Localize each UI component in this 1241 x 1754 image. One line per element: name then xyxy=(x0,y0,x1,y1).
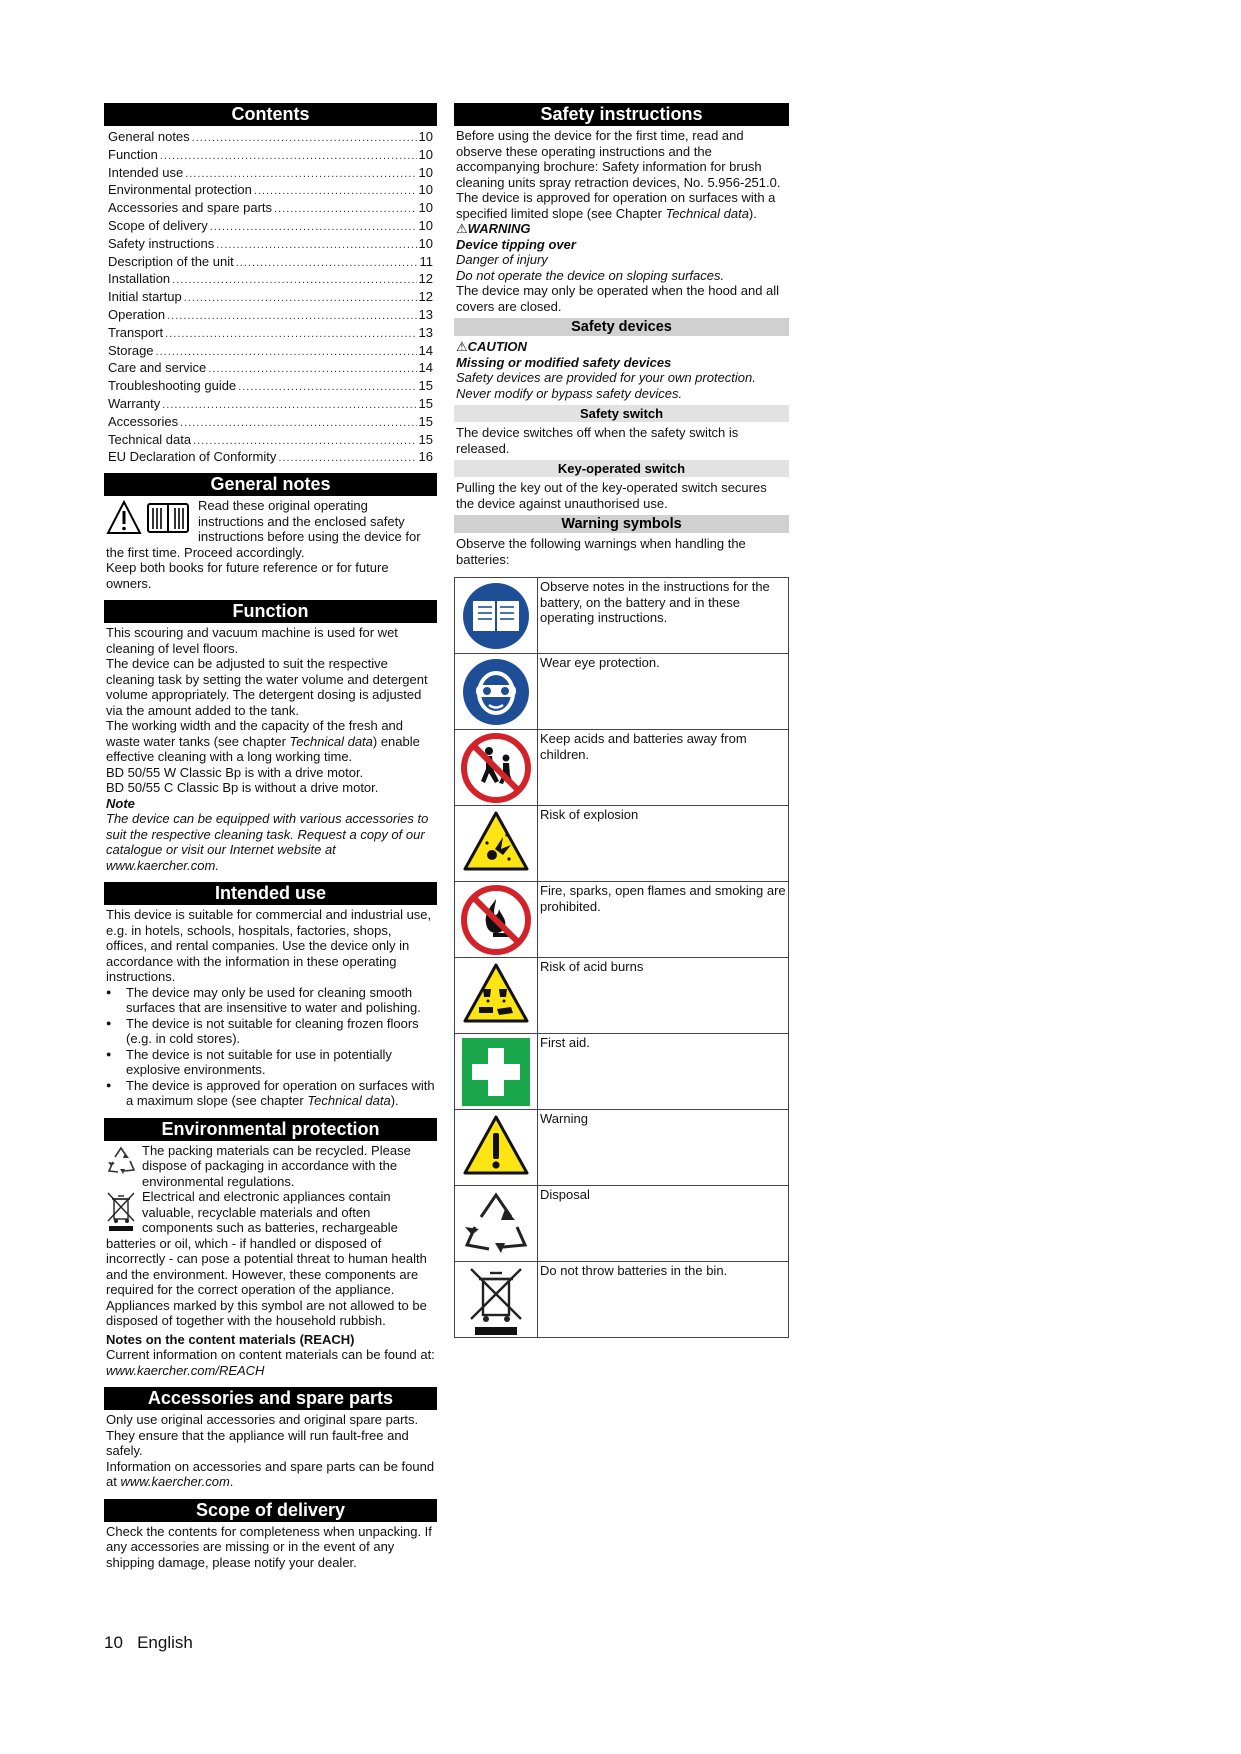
symbol-description: Warning xyxy=(538,1110,789,1186)
table-row xyxy=(455,654,789,730)
toc-page-number: 10 xyxy=(418,200,433,216)
intended-use-section xyxy=(104,882,437,1109)
table-row xyxy=(455,1186,789,1262)
crossed-bin-icon xyxy=(455,1263,537,1337)
toc-entry[interactable] xyxy=(104,288,437,306)
toc-leader-dots xyxy=(165,326,416,344)
symbol-cell xyxy=(455,882,538,958)
table-row xyxy=(455,1110,789,1186)
warning-symbols-table xyxy=(454,577,789,1338)
warning-symbols-heading: Warning symbols xyxy=(454,515,789,533)
warning-text: Do not operate the device on sloping surfaces. xyxy=(456,267,725,283)
toc-entry[interactable] xyxy=(104,199,437,217)
symbol-cell xyxy=(455,654,538,730)
toc-page-number: 13 xyxy=(418,324,433,340)
symbol-cell xyxy=(455,1186,538,1262)
scope-heading: Scope of delivery xyxy=(104,1499,437,1522)
symbol-description: Do not throw batteries in the bin. xyxy=(538,1262,789,1338)
toc-entry[interactable] xyxy=(104,413,437,431)
toc-page-number: 10 xyxy=(418,217,433,233)
toc-label: Scope of delivery xyxy=(108,217,208,233)
toc-page-number: 15 xyxy=(418,431,433,447)
function-paragraph-2: The device can be adjusted to suit the respective cleaning task by setting the water volume and detergent volume appropriately. The detergent dosing is adjusted via the amount added to the tank. xyxy=(106,656,428,718)
caution-title: Missing or modified safety devices xyxy=(456,354,672,370)
toc-leader-dots xyxy=(162,397,416,415)
first-aid-icon xyxy=(455,1035,537,1109)
warning-label: ⚠WARNING xyxy=(456,221,531,236)
warning-symbols-intro: Observe the following warnings when handling the batteries: xyxy=(456,536,746,567)
toc-entry[interactable] xyxy=(104,270,437,288)
toc-label: Warranty xyxy=(108,395,161,411)
environment-heading: Environmental protection xyxy=(104,1118,437,1141)
toc-leader-dots xyxy=(167,308,416,326)
environment-section xyxy=(104,1118,437,1379)
toc-label: Care and service xyxy=(108,360,207,376)
table-row xyxy=(455,1262,789,1338)
toc-leader-dots xyxy=(238,379,416,397)
toc-entry[interactable] xyxy=(104,253,437,271)
caution-label: ⚠CAUTION xyxy=(456,339,527,354)
toc-leader-dots xyxy=(160,148,417,166)
toc-entry[interactable] xyxy=(104,324,437,342)
symbol-cell xyxy=(455,1262,538,1338)
toc-label: Description of the unit xyxy=(108,253,234,269)
toc-page-number: 13 xyxy=(418,306,433,322)
table-row xyxy=(455,958,789,1034)
explosion-risk-icon xyxy=(455,807,537,881)
caution-text-1: Safety devices are provided for your own protection. xyxy=(456,370,756,385)
reach-link[interactable]: www.kaercher.com/REACH xyxy=(106,1362,265,1378)
warning-title: Device tipping over xyxy=(456,236,576,252)
toc-leader-dots xyxy=(208,361,416,379)
toc-leader-dots xyxy=(184,290,417,308)
list-item: ● The device is not suitable for cleaning frozen floors (e.g. in cold stores). xyxy=(106,1016,437,1047)
function-paragraph-4: BD 50/55 W Classic Bp is with a drive motor. xyxy=(106,764,364,780)
toc-entry[interactable] xyxy=(104,342,437,360)
accessories-link[interactable]: www.kaercher.com xyxy=(120,1474,230,1490)
right-column xyxy=(454,103,789,1338)
toc-entry[interactable] xyxy=(104,395,437,413)
symbol-description: Risk of acid burns xyxy=(538,958,789,1034)
intended-use-list xyxy=(104,985,437,1109)
toc-leader-dots xyxy=(210,219,417,237)
safety-devices-heading: Safety devices xyxy=(454,318,789,336)
general-notes-text: Read these original operating instructions and the enclosed safety instructions before using the device for the first time. Proceed accordingly. xyxy=(106,498,421,560)
key-switch-heading: Key-operated switch xyxy=(454,460,789,477)
toc-entry[interactable] xyxy=(104,448,437,466)
table-row xyxy=(455,882,789,958)
toc-label: Installation xyxy=(108,271,171,287)
toc-label: Safety instructions xyxy=(108,235,215,251)
no-fire-icon xyxy=(455,883,537,957)
toc-entry[interactable] xyxy=(104,128,437,146)
symbol-description: Observe notes in the instructions for the battery, on the battery and in these operating instructions. xyxy=(538,578,789,654)
page-number: 10 xyxy=(104,1633,123,1652)
function-note-text: The device can be equipped with various accessories to suit the respective cleaning task. Request a copy of our catalogue or visit our Internet website at www.kaercher.com. xyxy=(106,811,429,873)
acid-burn-icon xyxy=(455,959,537,1033)
recycling-icon xyxy=(455,1187,537,1261)
safety-switch-text: The device switches off when the safety switch is released. xyxy=(456,425,739,456)
toc-entry[interactable] xyxy=(104,359,437,377)
contents-section xyxy=(104,103,437,466)
environment-paragraph-1: The packing materials can be recycled. Please dispose of packaging in accordance with the environmental regulations. xyxy=(142,1142,411,1189)
general-notes-section xyxy=(104,473,437,591)
toc-leader-dots xyxy=(274,201,417,219)
toc-label: Troubleshooting guide xyxy=(108,378,237,394)
accessories-paragraph-2: Information on accessories and spare parts can be found at www.kaercher.com. xyxy=(106,1458,435,1490)
crossed-bin-icon xyxy=(106,1191,136,1235)
symbol-description: Risk of explosion xyxy=(538,806,789,882)
symbol-cell xyxy=(455,958,538,1034)
safety-heading: Safety instructions xyxy=(454,103,789,126)
toc-label: Accessories xyxy=(108,413,179,429)
page-footer xyxy=(104,1635,193,1651)
toc-label: Intended use xyxy=(108,164,184,180)
toc-label: Environmental protection xyxy=(108,182,252,198)
warning-manual-icon xyxy=(106,500,192,540)
toc-leader-dots xyxy=(254,183,417,201)
scope-section xyxy=(104,1499,437,1571)
toc-page-number: 10 xyxy=(418,146,433,162)
function-heading: Function xyxy=(104,600,437,623)
list-item: ● The device is approved for operation on surfaces with a maximum slope (see chapter Technical data). xyxy=(106,1078,437,1109)
left-column xyxy=(104,103,437,1579)
toc-label: Transport xyxy=(108,324,164,340)
toc-leader-dots xyxy=(172,272,416,290)
toc-label: Storage xyxy=(108,342,154,358)
function-paragraph-3: The working width and the capacity of the fresh and waste water tanks (see chapter Technical data) enable effective cleaning with a long working time. xyxy=(106,718,420,765)
toc-entry[interactable] xyxy=(104,181,437,199)
recycling-icon xyxy=(106,1145,136,1181)
toc-page-number: 14 xyxy=(418,360,433,376)
toc-label: Technical data xyxy=(108,431,192,447)
warning-icon xyxy=(455,1111,537,1185)
symbol-description: First aid. xyxy=(538,1034,789,1110)
function-note-label: Note xyxy=(106,795,135,811)
caution-triangle-icon: ⚠ xyxy=(456,339,468,354)
table-row xyxy=(455,806,789,882)
toc-entry[interactable] xyxy=(104,146,437,164)
table-row xyxy=(455,730,789,806)
reach-text: Current information on content materials can be found at: www.kaercher.com/REACH xyxy=(106,1347,435,1378)
general-notes-heading: General notes xyxy=(104,473,437,496)
function-paragraph-1: This scouring and vacuum machine is used for wet cleaning of level floors. xyxy=(106,625,398,656)
toc-page-number: 11 xyxy=(419,253,433,269)
toc-leader-dots xyxy=(180,415,416,433)
symbol-cell xyxy=(455,1110,538,1186)
toc-page-number: 10 xyxy=(418,235,433,251)
symbol-cell xyxy=(455,806,538,882)
toc-label: Initial startup xyxy=(108,289,182,305)
toc-label: General notes xyxy=(108,129,190,144)
safety-paragraph-3: The device may only be operated when the hood and all covers are closed. xyxy=(456,283,780,314)
accessories-section xyxy=(104,1387,437,1490)
toc-entry[interactable] xyxy=(104,164,437,182)
symbol-description: Wear eye protection. xyxy=(538,654,789,730)
caution-text-2: Never modify or bypass safety devices. xyxy=(456,385,683,401)
toc-page-number: 15 xyxy=(418,413,433,429)
toc-page-number: 10 xyxy=(418,164,433,180)
toc-leader-dots xyxy=(236,255,417,273)
footer-language: English xyxy=(137,1633,193,1652)
function-paragraph-5: BD 50/55 C Classic Bp is without a drive motor. xyxy=(106,780,379,796)
toc-entry[interactable] xyxy=(104,306,437,324)
symbol-description: Keep acids and batteries away from children. xyxy=(538,730,789,806)
toc-page-number: 12 xyxy=(418,289,433,305)
key-switch-text: Pulling the key out of the key-operated switch secures the device against unauthorised use. xyxy=(456,480,767,511)
toc-entry[interactable] xyxy=(104,235,437,253)
table-row xyxy=(455,1034,789,1110)
toc-page-number: 15 xyxy=(418,378,433,394)
read-manual-icon xyxy=(455,579,537,653)
intended-use-heading: Intended use xyxy=(104,882,437,905)
eye-protection-icon xyxy=(455,655,537,729)
toc-leader-dots xyxy=(192,130,417,148)
warning-danger: Danger of injury xyxy=(456,252,548,267)
toc-page-number: 10 xyxy=(418,182,433,198)
safety-paragraph-2: The device is approved for operation on surfaces with a specified limited slope (see Chapter Technical data). xyxy=(456,190,776,221)
symbol-description: Disposal xyxy=(538,1186,789,1262)
intended-use-paragraph: This device is suitable for commercial and industrial use, e.g. in hotels, schools, hospitals, factories, shops, offices, and rental companies. Use the device only in accordance with the information in these operating instructions. xyxy=(106,907,432,985)
table-row xyxy=(455,578,789,654)
toc-label: Operation xyxy=(108,306,166,322)
toc-label: Accessories and spare parts xyxy=(108,200,273,216)
toc-page-number: 16 xyxy=(418,449,433,465)
symbol-cell xyxy=(455,578,538,654)
environment-paragraph-2: Electrical and electronic appliances contain valuable, recyclable materials and often components such as batteries, rechargeable batteries or oil, which - if handled or disposed of incorrectly - can pose a potential threat to human health and the environment. However, these components are required for the correct operation of the appliance. Appliances marked by this symbol are not allowed to be disposed of together with the household rubbish. xyxy=(106,1189,427,1329)
accessories-paragraph-1: Only use original accessories and original spare parts. They ensure that the appliance will run fault-free and safely. xyxy=(106,1412,419,1459)
function-section xyxy=(104,600,437,873)
toc-label: Function xyxy=(108,146,158,162)
toc-entry[interactable] xyxy=(104,431,437,449)
table-of-contents xyxy=(104,128,437,466)
toc-page-number: 14 xyxy=(418,342,433,358)
symbol-description: Fire, sparks, open flames and smoking are prohibited. xyxy=(538,882,789,958)
toc-leader-dots xyxy=(278,450,416,468)
contents-heading: Contents xyxy=(104,103,437,126)
symbol-cell xyxy=(455,730,538,806)
toc-page-number: 15 xyxy=(418,395,433,411)
accessories-heading: Accessories and spare parts xyxy=(104,1387,437,1410)
general-notes-keep-text: Keep both books for future reference or for future owners. xyxy=(106,560,389,591)
safety-switch-heading: Safety switch xyxy=(454,405,789,422)
toc-page-number: 12 xyxy=(418,271,433,287)
toc-label: EU Declaration of Conformity xyxy=(108,449,277,465)
safety-paragraph-1: Before using the device for the first time, read and observe these operating instructions and the accompanying brochure: Safety information for brush cleaning units spray retraction devices, No. 5.956-251.0. xyxy=(456,128,781,190)
toc-leader-dots xyxy=(216,237,416,255)
list-item: ● The device may only be used for cleaning smooth surfaces that are insensitive to water and polishing. xyxy=(106,985,437,1016)
scope-paragraph: Check the contents for completeness when unpacking. If any accessories are missing or in the event of any shipping damage, please notify your dealer. xyxy=(106,1523,432,1570)
toc-entry[interactable] xyxy=(104,377,437,395)
toc-entry[interactable] xyxy=(104,217,437,235)
reach-title: Notes on the content materials (REACH) xyxy=(106,1331,355,1347)
symbol-cell xyxy=(455,1034,538,1110)
list-item: ● The device is not suitable for use in potentially explosive environments. xyxy=(106,1047,437,1078)
keep-away-children-icon xyxy=(455,731,537,805)
toc-page-number: 10 xyxy=(418,129,433,144)
warning-triangle-icon: ⚠ xyxy=(456,221,468,236)
